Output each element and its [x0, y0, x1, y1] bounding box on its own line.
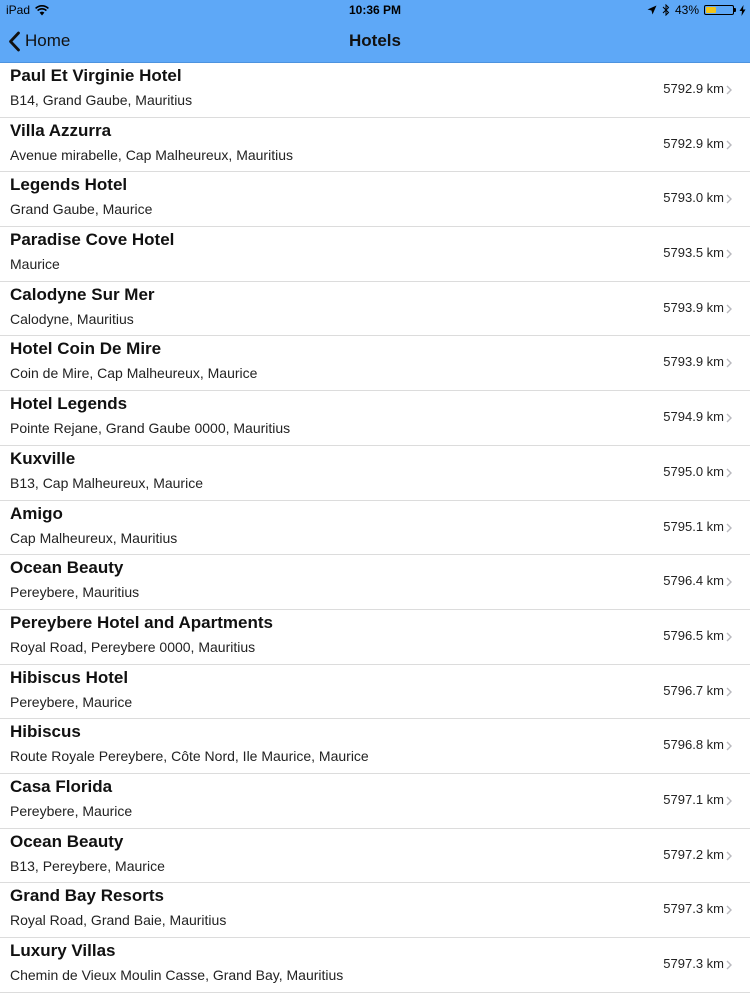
chevron-right-icon [726, 851, 732, 861]
hotel-address: Pereybere, Mauritius [10, 584, 140, 601]
hotel-address: B13, Cap Malheureux, Maurice [10, 474, 203, 491]
chevron-right-icon [726, 358, 732, 368]
chevron-right-icon [726, 687, 732, 697]
hotel-address: Chemin de Vieux Moulin Casse, Grand Bay, Mauritius [10, 967, 344, 983]
hotel-distance: 5796.5 km [663, 627, 724, 643]
hotel-row[interactable] [0, 172, 750, 227]
hotel-address: Royal Road, Pereybere 0000, Mauritius [10, 638, 256, 655]
hotel-address: Calodyne, Mauritius [10, 310, 134, 327]
hotel-distance: 5792.9 km [663, 81, 724, 96]
page-title: Hotels [349, 31, 401, 50]
hotel-distance: 5796.7 km [663, 682, 724, 698]
hotel-row[interactable] [0, 391, 750, 446]
hotel-distance: 5795.1 km [663, 518, 724, 534]
hotel-address: Maurice [10, 256, 60, 273]
hotel-distance: 5796.8 km [663, 737, 724, 753]
battery-level [706, 7, 716, 13]
hotel-row[interactable] [0, 227, 750, 282]
hotel-address: Pereybere, Maurice [10, 693, 133, 710]
status-time: 10:36 PM [348, 3, 402, 17]
chevron-right-icon [726, 468, 732, 478]
hotel-name: Kuxville [10, 448, 76, 468]
hotel-name: Pereybere Hotel and Apartments [10, 612, 273, 632]
device-label: iPad [6, 3, 31, 17]
hotel-row[interactable] [0, 446, 750, 501]
hotel-row[interactable] [0, 336, 750, 391]
chevron-right-icon [726, 413, 732, 423]
hotel-address: Coin de Mire, Cap Malheureux, Maurice [10, 365, 258, 382]
hotel-row[interactable] [0, 610, 750, 665]
bluetooth-icon [662, 4, 670, 16]
chevron-right-icon [726, 194, 732, 204]
hotel-row[interactable] [0, 774, 750, 829]
hotel-address: Route Royale Pereybere, Côte Nord, Ile Maurice, Maurice [10, 748, 369, 765]
chevron-right-icon [726, 140, 732, 150]
hotel-name: Villa Azzurra [10, 120, 112, 140]
hotel-name: Hibiscus [10, 722, 81, 742]
hotel-name: Hotel Legends [10, 394, 128, 414]
hotel-address: B14, Grand Gaube, Mauritius [10, 92, 193, 108]
hotel-distance: 5793.5 km [663, 245, 724, 261]
hotel-address: Pereybere, Maurice [10, 802, 133, 819]
hotel-distance: 5797.3 km [663, 901, 724, 917]
hotel-name: Legends Hotel [10, 175, 128, 195]
back-button-label: Home [25, 31, 71, 50]
hotel-address: Avenue mirabelle, Cap Malheureux, Mauritius [10, 146, 293, 163]
hotel-row[interactable] [0, 938, 750, 993]
hotel-name: Hotel Coin De Mire [10, 339, 162, 359]
hotel-name: Grand Bay Resorts [10, 886, 164, 906]
chevron-right-icon [726, 523, 732, 533]
hotel-distance: 5795.0 km [663, 463, 724, 479]
chevron-right-icon [726, 796, 732, 806]
chevron-right-icon [726, 85, 732, 95]
hotel-name: Paul Et Virginie Hotel [10, 66, 182, 85]
hotel-name: Luxury Villas [10, 941, 116, 960]
hotel-row[interactable] [0, 118, 750, 173]
chevron-right-icon [726, 741, 732, 751]
hotel-distance: 5797.1 km [663, 791, 724, 807]
location-arrow-icon [647, 5, 657, 15]
chevron-right-icon [726, 249, 732, 259]
hotel-row[interactable] [0, 883, 750, 938]
chevron-right-icon [726, 960, 732, 970]
battery-percent: 43% [674, 3, 699, 17]
charging-bolt-icon [739, 5, 746, 16]
hotel-name: Ocean Beauty [10, 831, 124, 851]
hotel-distance: 5797.3 km [663, 956, 724, 971]
hotel-distance: 5793.0 km [663, 190, 724, 206]
hotel-row[interactable] [0, 282, 750, 337]
hotel-row[interactable] [0, 63, 750, 118]
chevron-right-icon [726, 905, 732, 915]
hotel-distance: 5793.9 km [663, 354, 724, 370]
status-bar [0, 0, 750, 20]
hotel-distance: 5796.4 km [663, 573, 724, 589]
hotel-row[interactable] [0, 829, 750, 884]
hotel-name: Casa Florida [10, 776, 113, 796]
chevron-right-icon [726, 632, 732, 642]
hotel-address: Royal Road, Grand Baie, Mauritius [10, 912, 227, 929]
hotel-row[interactable] [0, 555, 750, 610]
chevron-right-icon [726, 577, 732, 587]
hotel-name: Ocean Beauty [10, 558, 124, 578]
hotel-name: Amigo [10, 503, 63, 523]
hotel-name: Paradise Cove Hotel [10, 230, 175, 250]
hotel-distance: 5792.9 km [663, 135, 724, 151]
hotel-row[interactable] [0, 501, 750, 556]
hotel-address: B13, Pereybere, Maurice [10, 857, 165, 874]
battery-icon [704, 5, 734, 15]
hotel-distance: 5794.9 km [663, 409, 724, 425]
navigation-bar [0, 20, 750, 63]
hotel-distance: 5793.9 km [663, 299, 724, 315]
hotel-row[interactable] [0, 719, 750, 774]
chevron-right-icon [726, 304, 732, 314]
hotel-row[interactable] [0, 665, 750, 720]
hotel-address: Pointe Rejane, Grand Gaube 0000, Mauritius [10, 420, 291, 437]
hotel-name: Calodyne Sur Mer [10, 284, 155, 304]
hotel-address: Cap Malheureux, Mauritius [10, 529, 178, 546]
status-right [647, 3, 746, 17]
hotel-address: Grand Gaube, Maurice [10, 201, 153, 218]
hotel-distance: 5797.2 km [663, 846, 724, 862]
hotel-list[interactable] [0, 63, 750, 1000]
hotel-name: Hibiscus Hotel [10, 667, 129, 687]
